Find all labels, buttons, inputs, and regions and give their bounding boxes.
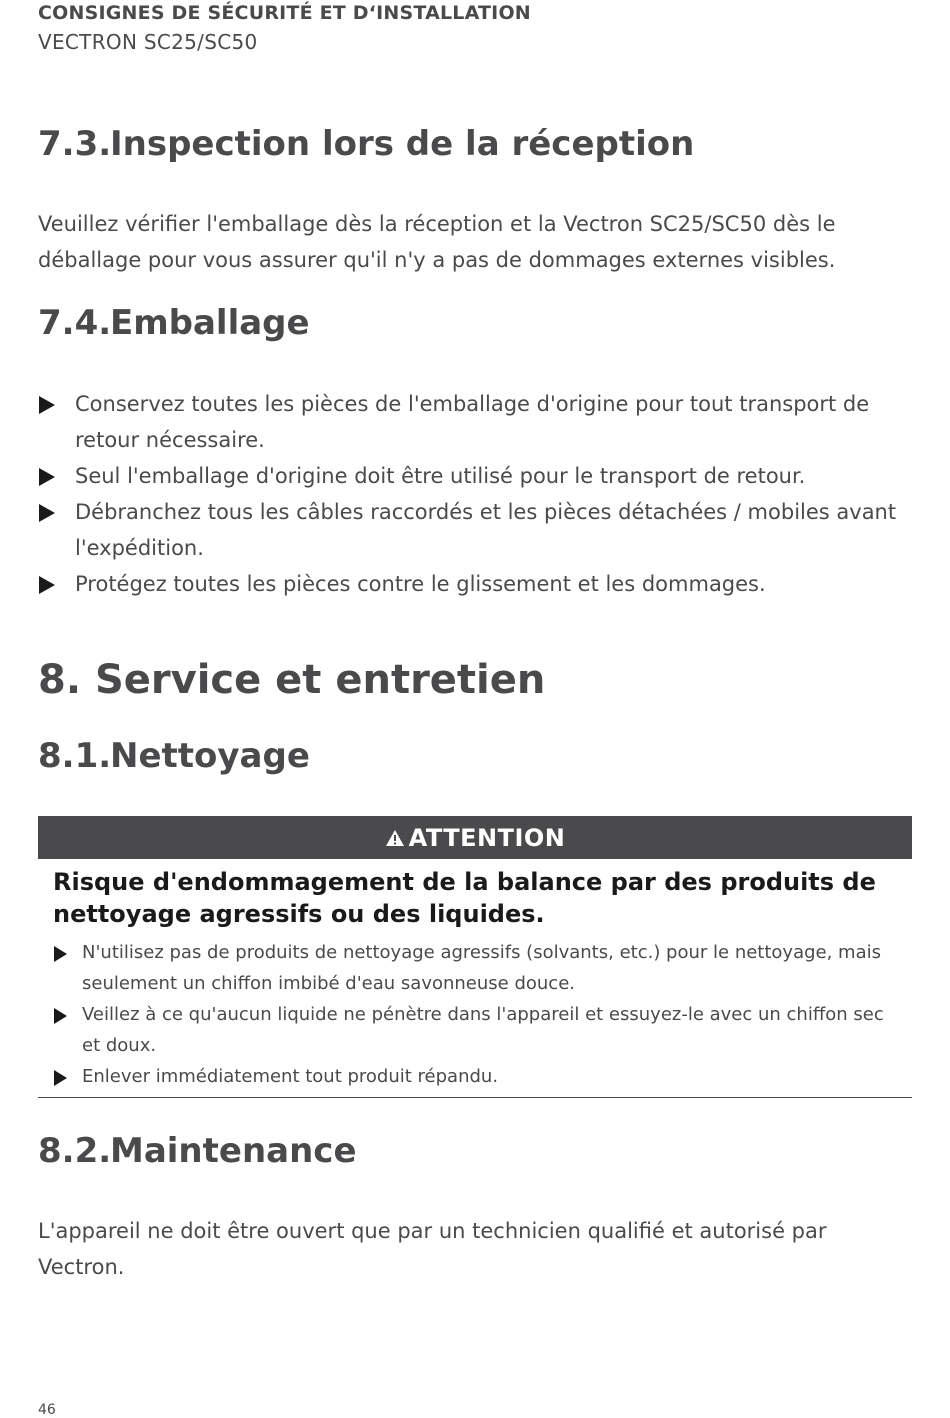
triangle-bullet-icon [39,396,55,414]
attention-heading [53,866,893,930]
text-line: Vectron. [38,1255,125,1279]
heading-text: Emballage [110,303,310,343]
heading-number: 8.2. [38,1131,112,1171]
list-item [38,566,908,602]
text-line: seulement un chiffon imbibé d'eau savonneuse douce. [82,973,575,994]
heading-number: 7.3. [38,124,112,164]
heading-number: 7.4. [38,303,112,343]
cleaning-list [53,937,903,1092]
triangle-bullet-icon [39,504,55,522]
text-line: déballage pour vous assurer qu'il n'y a pas de dommages externes visibles. [38,248,836,272]
text-line: Conservez toutes les pièces de l'emballage d'origine pour tout transport de [75,392,870,416]
heading-text: Maintenance [110,1131,357,1171]
triangle-bullet-icon [39,468,55,486]
text-line: Débranchez tous les câbles raccordés et les pièces détachées / mobiles avant [75,500,897,524]
text-line: retour nécessaire. [75,428,265,452]
list-item [38,458,908,494]
list-item [53,999,903,1061]
heading-8: 8. Service et entretien [38,657,546,703]
warning-triangle-icon [385,829,405,847]
triangle-bullet-icon [39,576,55,594]
attention-label: ATTENTION [408,823,566,852]
list-item [53,1061,903,1092]
text-line: Enlever immédiatement tout produit répandu. [82,1066,499,1087]
triangle-bullet-icon [54,1070,67,1086]
text-line: Veillez à ce qu'aucun liquide ne pénètre dans l'appareil et essuyez-le avec un chiffon sec [82,1004,884,1025]
text-line: L'appareil ne doit être ouvert que par un technicien qualifié et autorisé par [38,1219,827,1243]
running-header-subtitle: VECTRON SC25/SC50 [38,30,258,54]
text-line: Veuillez vérifier l'emballage dès la réception et la Vectron SC25/SC50 dès le [38,212,836,236]
heading-7-4 [38,303,310,343]
attention-banner [38,816,912,859]
text-line: nettoyage agressifs ou des liquides. [53,900,545,928]
heading-7-3 [38,124,694,164]
list-item [38,494,908,566]
heading-8-1 [38,736,310,776]
text-line: et doux. [82,1035,157,1056]
divider [38,1097,912,1098]
heading-text: Nettoyage [110,736,310,776]
list-item [38,386,908,458]
running-header-title: CONSIGNES DE SÉCURITÉ ET D‘INSTALLATION [38,2,531,24]
text-line: Seul l'emballage d'origine doit être utilisé pour le transport de retour. [75,464,806,488]
packaging-list [38,386,908,602]
text-line: N'utilisez pas de produits de nettoyage agressifs (solvants, etc.) pour le nettoyage, mais [82,942,882,963]
heading-text: Inspection lors de la réception [110,124,695,164]
heading-number: 8.1. [38,736,112,776]
triangle-bullet-icon [54,946,67,962]
page-number: 46 [38,1402,56,1418]
text-line: l'expédition. [75,536,204,560]
text-line: Protégez toutes les pièces contre le glissement et les dommages. [75,572,766,596]
paragraph-maintenance [38,1213,898,1285]
heading-8-2 [38,1131,357,1171]
triangle-bullet-icon [54,1008,67,1024]
text-line: Risque d'endommagement de la balance par des produits de [53,868,876,896]
list-item [53,937,903,999]
paragraph-inspection [38,206,898,278]
